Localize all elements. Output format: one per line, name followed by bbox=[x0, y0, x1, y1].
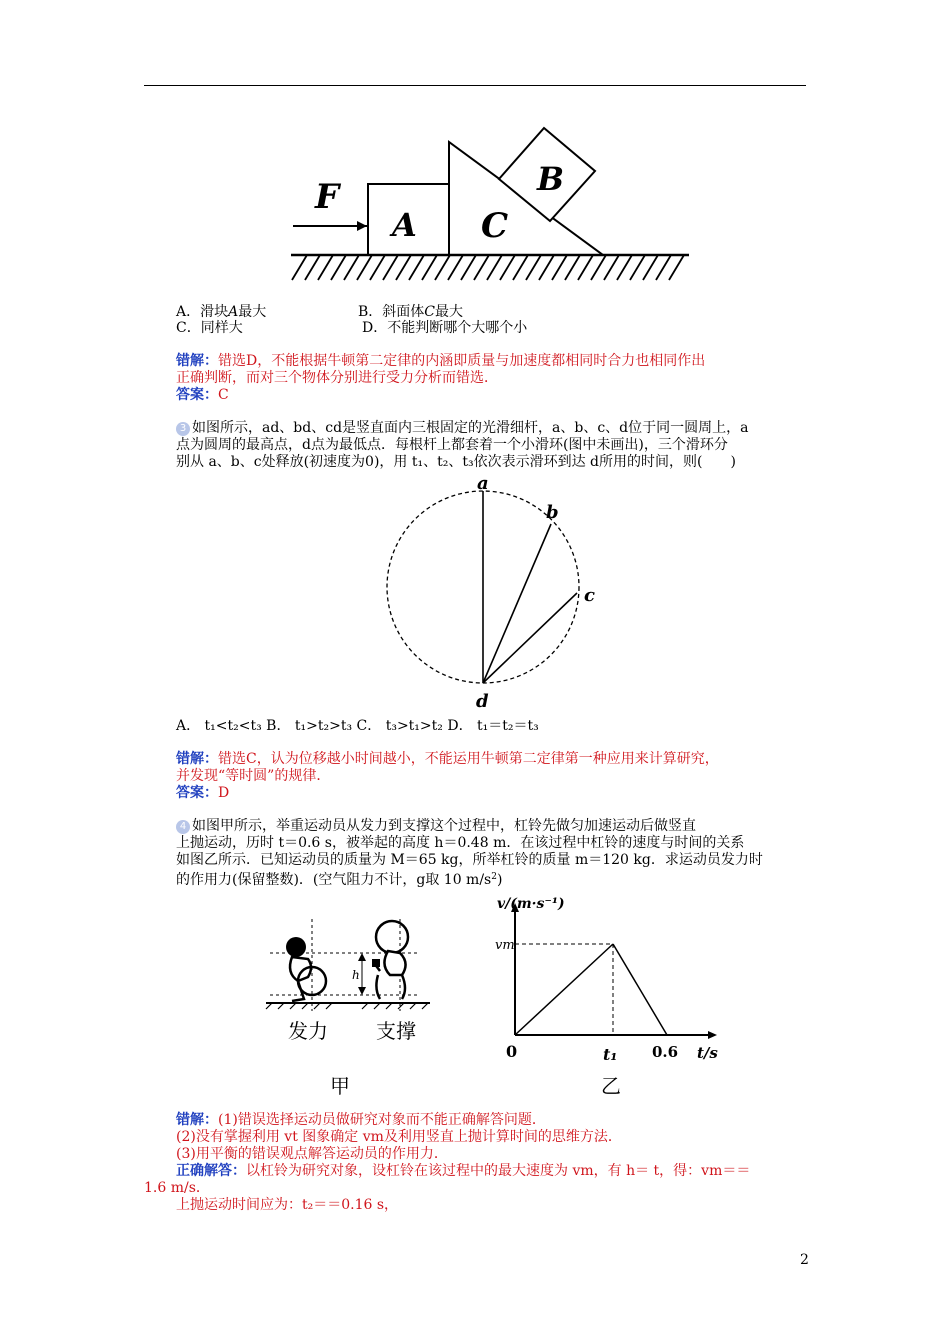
floor-hatch-line bbox=[513, 255, 528, 280]
x-axis-label: t/s bbox=[697, 1044, 718, 1062]
floor-hatch-line bbox=[292, 255, 307, 280]
caption-yi: 乙 bbox=[601, 1074, 621, 1098]
question-number-badge: 4 bbox=[176, 820, 190, 834]
q3-text1: 如图所示，ad、bd、cd是竖直面内三根固定的光滑细杆，a、b、c、d位于同一圆周上，a bbox=[192, 420, 749, 436]
floor-hatch-line bbox=[396, 255, 411, 280]
answer-label: 答案： bbox=[176, 785, 218, 801]
caption-jia: 甲 bbox=[330, 1074, 350, 1098]
q4-line4 bbox=[176, 869, 502, 889]
q3-line1 bbox=[176, 420, 749, 437]
q3-answer bbox=[176, 785, 229, 802]
q2-option-d: D．不能判断哪个大哪个小 bbox=[362, 320, 528, 336]
point-c-label: c bbox=[584, 585, 595, 606]
floor-hatch-line bbox=[617, 255, 632, 280]
block-b-label: B bbox=[537, 160, 565, 198]
floor-hatch-line bbox=[578, 255, 593, 280]
floor-hatch-line bbox=[643, 255, 658, 280]
vm-label: vm bbox=[495, 938, 515, 953]
correct-text: 以杠铃为研究对象，设杠铃在该过程中的最大速度为 vm，有 h＝ t，得：vm＝＝ bbox=[246, 1163, 751, 1179]
q4-line1 bbox=[176, 818, 696, 835]
option-b-post: 最大 bbox=[435, 304, 464, 320]
q4-correct-line2: 1.6 m/s． bbox=[144, 1180, 210, 1196]
option-a-pre: A．滑块 bbox=[176, 304, 229, 320]
floor-hatch-line bbox=[448, 255, 463, 280]
exponent: 2 bbox=[491, 872, 497, 882]
floor-hatch-line bbox=[552, 255, 567, 280]
q2-option-b bbox=[358, 304, 463, 321]
question-number-badge: 3 bbox=[176, 422, 190, 436]
error-text: (1)错误选择运动员做研究对象而不能正确解答问题． bbox=[218, 1112, 546, 1128]
t1-label: t₁ bbox=[603, 1045, 618, 1064]
q4-text1: 如图甲所示，举重运动员从发力到支撑这个过程中，杠铃先做匀加速运动后做竖直 bbox=[192, 818, 696, 834]
header-rule bbox=[144, 85, 806, 86]
floor-hatch-line bbox=[487, 255, 502, 280]
floor-hatch-line bbox=[409, 255, 424, 280]
q4-line2: 上抛运动，历时 t＝0.6 s，被举起的高度 h＝0.48 m．在该过程中杠铃的速度与时间的关系 bbox=[176, 835, 745, 851]
force-label: F bbox=[315, 177, 340, 217]
q4-error-line1 bbox=[176, 1112, 546, 1129]
q2-options-row1 bbox=[176, 304, 266, 321]
page-number: 2 bbox=[800, 1252, 809, 1268]
q3-error-line2: 并发现“等时圆”的规律． bbox=[176, 768, 331, 784]
block-a-label: A bbox=[392, 206, 417, 244]
floor-hatch-line bbox=[565, 255, 580, 280]
option-b-pre: B．斜面体 bbox=[358, 304, 425, 320]
floor-hatch-line bbox=[331, 255, 346, 280]
t06-label: 0.6 bbox=[652, 1043, 679, 1061]
label-fali: 发力 bbox=[288, 1019, 328, 1043]
floor-hatch-line bbox=[474, 255, 489, 280]
correct-label: 正确解答： bbox=[176, 1163, 246, 1179]
y-axis-label: v/(m·s⁻¹) bbox=[497, 896, 565, 912]
figure-weightlifter bbox=[262, 915, 442, 1100]
q2-answer bbox=[176, 387, 229, 404]
floor-hatch-line bbox=[500, 255, 515, 280]
option-a-var: A bbox=[228, 304, 239, 320]
floor-hatch-line bbox=[435, 255, 450, 280]
q4-correct-line3: 上抛运动时间应为：t₂＝＝0.16 s， bbox=[176, 1197, 399, 1213]
q2-error-line1 bbox=[176, 353, 705, 370]
floor-hatch-line bbox=[344, 255, 359, 280]
q4-error-line3: (3)用平衡的错误观点解答运动员的作用力． bbox=[176, 1146, 448, 1162]
error-text: 错选D，不能根据牛顿第二定律的内涵即质量与加速度都相同时合力也相同作出 bbox=[218, 353, 706, 369]
point-d-label: d bbox=[476, 691, 489, 712]
error-label: 错解： bbox=[176, 353, 218, 369]
point-a-label: a bbox=[477, 475, 489, 494]
error-label: 错解： bbox=[176, 1112, 218, 1128]
floor-hatch-line bbox=[318, 255, 333, 280]
error-text: 错选C，认为位移越小时间越小，不能运用牛顿第二定律第一种应用来计算研究， bbox=[218, 751, 719, 767]
point-b-label: b bbox=[546, 502, 559, 523]
origin-label: 0 bbox=[506, 1042, 518, 1061]
answer-value: C bbox=[218, 387, 229, 403]
q4-correct-line1 bbox=[176, 1163, 750, 1180]
floor-hatch-line bbox=[656, 255, 671, 280]
floor-hatch-line bbox=[604, 255, 619, 280]
close-paren: ) bbox=[496, 872, 503, 888]
q2-option-c: C．同样大 bbox=[176, 320, 243, 336]
q4-text4: 的作用力(保留整数)．(空气阻力不计，g取 10 m/s bbox=[176, 872, 492, 888]
q3-error-line1 bbox=[176, 751, 719, 768]
q3-line2: 点为圆周的最高点，d点为最低点．每根杆上都套着一个小滑环(图中未画出)，三个滑环分 bbox=[176, 437, 728, 453]
option-a-post: 最大 bbox=[238, 304, 267, 320]
height-label: h bbox=[352, 968, 360, 982]
label-zhicheng: 支撑 bbox=[376, 1019, 416, 1043]
floor-hatch-line bbox=[461, 255, 476, 280]
q3-line3: 别从 a、b、c处释放(初速度为0)，用 t₁、t₂、t₃依次表示滑环到达 d所用的时间，则( ) bbox=[176, 454, 736, 470]
option-b-var: C bbox=[424, 304, 436, 320]
answer-value: D bbox=[218, 785, 230, 801]
floor-hatch-line bbox=[669, 255, 684, 280]
answer-label: 答案： bbox=[176, 387, 218, 403]
q4-error-line2: (2)没有掌握利用 vt 图象确定 vm及利用竖直上抛计算时间的思维方法． bbox=[176, 1129, 622, 1145]
floor-hatch-line bbox=[370, 255, 385, 280]
q4-line3: 如图乙所示．已知运动员的质量为 M＝65 kg，所举杠铃的质量 m＝120 kg．求运动员发力时 bbox=[176, 852, 763, 868]
block-c-label: C bbox=[481, 206, 509, 246]
figure-circle-rods bbox=[380, 475, 610, 715]
figure-vt-graph bbox=[495, 895, 735, 1100]
floor-hatch-line bbox=[591, 255, 606, 280]
floor-hatch-line bbox=[539, 255, 554, 280]
floor-hatch-line bbox=[305, 255, 320, 280]
error-label: 错解： bbox=[176, 751, 218, 767]
floor-hatch-line bbox=[357, 255, 372, 280]
floor-hatch-line bbox=[422, 255, 437, 280]
q3-options: A． t₁<t₂<t₃ B． t₁>t₂>t₃ C． t₃>t₁>t₂ D． t₁＝t₂＝t₃ bbox=[176, 718, 539, 734]
figure-blocks-incline bbox=[285, 120, 695, 305]
floor-hatch-line bbox=[526, 255, 541, 280]
floor-hatch-line bbox=[630, 255, 645, 280]
q2-error-line2: 正确判断，而对三个物体分别进行受力分析而错选． bbox=[176, 370, 498, 386]
floor-hatch-line bbox=[383, 255, 398, 280]
